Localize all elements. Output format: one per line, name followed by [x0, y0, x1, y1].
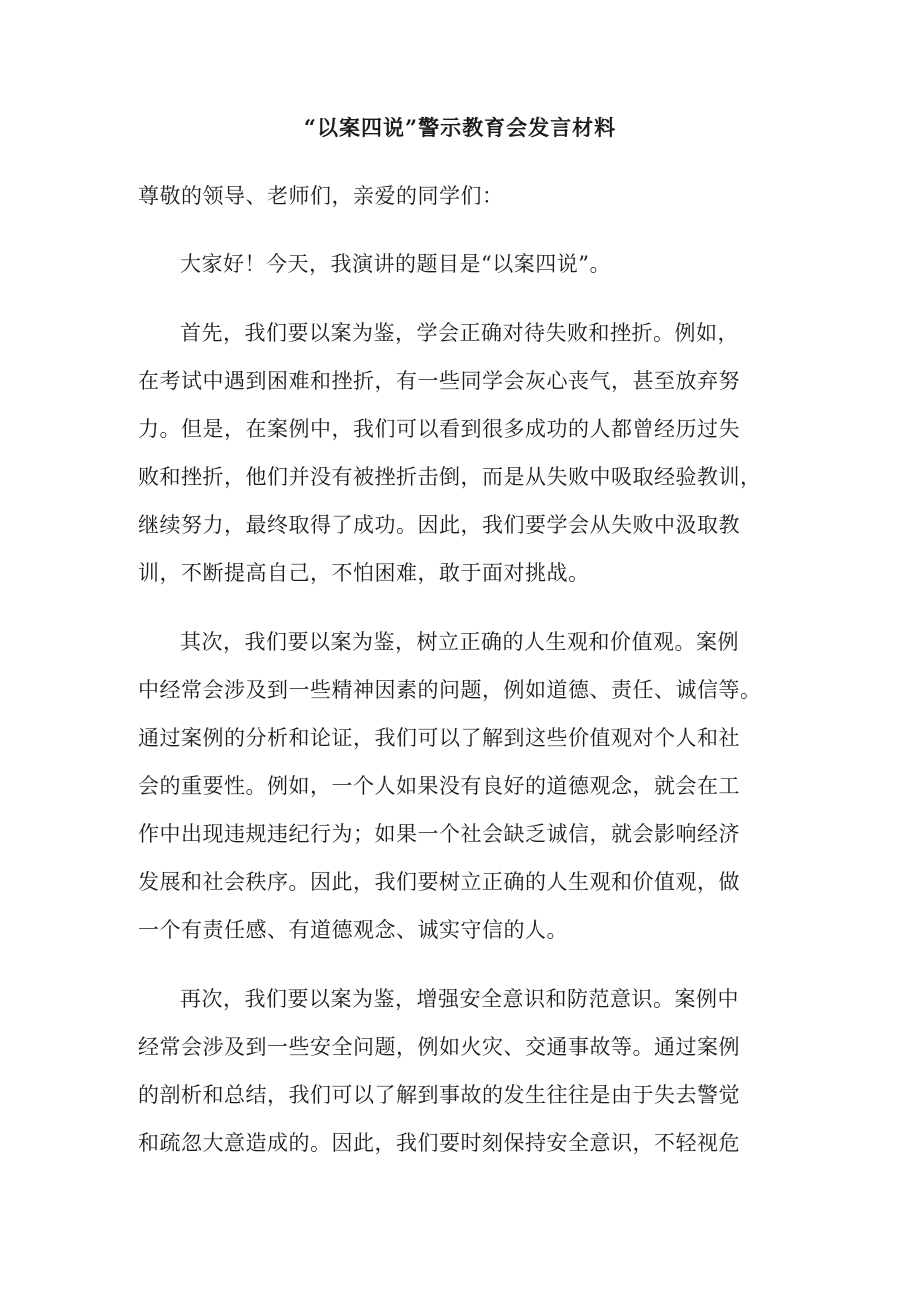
paragraph-3-line: 经常会涉及到一些安全问题，例如火灾、交通事故等。通过案例 — [138, 1035, 740, 1059]
paragraph-2-line: 发展和社会秩序。因此，我们要树立正确的人生观和价值观，做 — [138, 870, 740, 894]
paragraph-2-line: 中经常会涉及到一些精神因素的问题，例如道德、责任、诚信等。 — [138, 678, 762, 702]
paragraph-1-line: 继续努力，最终取得了成功。因此，我们要学会从失败中汲取教 — [138, 513, 740, 537]
paragraph-1-line: 在考试中遇到困难和挫折，有一些同学会灰心丧气，甚至放弃努 — [138, 369, 740, 393]
paragraph-2-line: 一个有责任感、有道德观念、诚实守信的人。 — [138, 918, 568, 942]
opening-line: 大家好！今天，我演讲的题目是“以案四说”。 — [180, 252, 611, 276]
paragraph-3-line: 再次，我们要以案为鉴，增强安全意识和防范意识。案例中 — [180, 987, 739, 1011]
paragraph-2-line: 通过案例的分析和论证，我们可以了解到这些价值观对个人和社 — [138, 726, 740, 750]
greeting-line: 尊敬的领导、老师们，亲爱的同学们： — [138, 184, 504, 208]
paragraph-2-line: 其次，我们要以案为鉴，树立正确的人生观和价值观。案例 — [180, 630, 739, 654]
paragraph-1-line: 败和挫折，他们并没有被挫折击倒，而是从失败中吸取经验教训， — [138, 465, 762, 489]
paragraph-1-line: 训，不断提高自己，不怕困难，敢于面对挑战。 — [138, 561, 590, 585]
paragraph-3-line: 的剖析和总结，我们可以了解到事故的发生往往是由于失去警觉 — [138, 1083, 740, 1107]
paragraph-3-line: 和疏忽大意造成的。因此，我们要时刻保持安全意识，不轻视危 — [138, 1131, 740, 1155]
paragraph-2-line: 会的重要性。例如，一个人如果没有良好的道德观念，就会在工 — [138, 774, 740, 798]
document-title: “以案四说”警示教育会发言材料 — [303, 115, 617, 140]
paragraph-1-line: 首先，我们要以案为鉴，学会正确对待失败和挫折。例如， — [180, 321, 739, 345]
paragraph-1-line: 力。但是，在案例中，我们可以看到很多成功的人都曾经历过失 — [138, 417, 740, 441]
paragraph-2-line: 作中出现违规违纪行为；如果一个社会缺乏诚信，就会影响经济 — [138, 822, 740, 846]
